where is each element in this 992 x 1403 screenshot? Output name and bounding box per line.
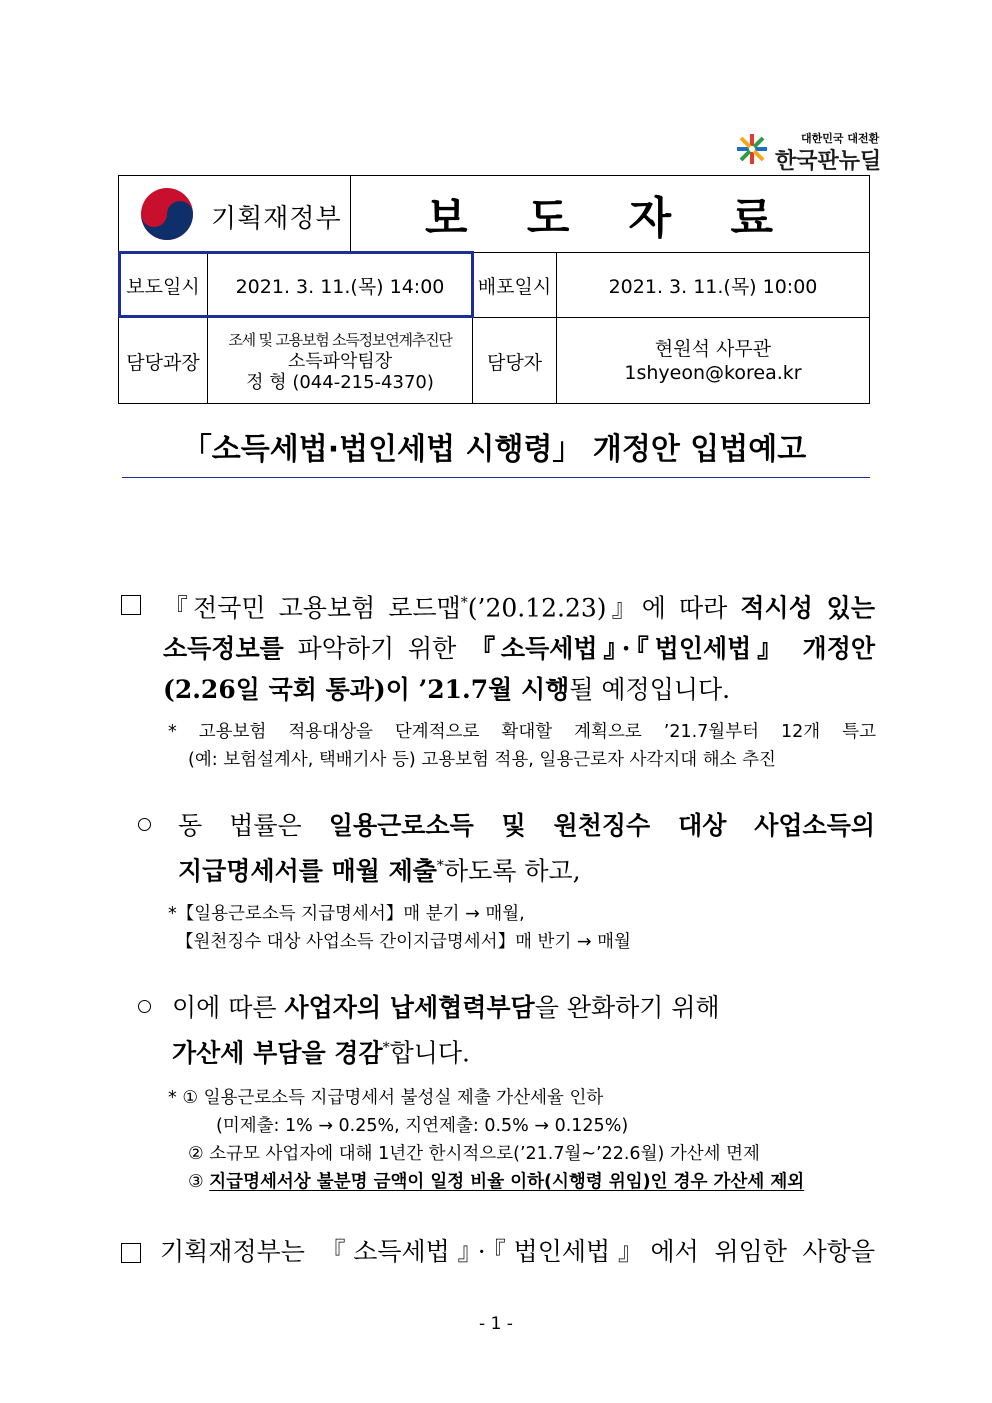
paragraph-2-note: *【일용근로소득 지급명세서】매 분기 → 매월, 【원천징수 대상 사업소득 간이지급명세서】매 반기 → 매월 [168,904,631,952]
new-deal-star-icon [735,132,769,166]
department-label: 담당과장 [126,351,200,374]
contact-email[interactable]: 1shyeon@korea.kr [624,362,802,384]
paragraph-1: 『전국민 고용보험 로드맵*(’20.12.23)』에 따라 적시성 있는 소득정보를 파악하기 위한 『소득세법』·『법인세법』 개정안 (2.26일 국회 통과)이 ’21.7월 시행될 예정입니다. [163,593,875,705]
press-header-table [118,175,870,404]
korean-new-deal-logo [735,126,882,174]
bullet-circle-icon [138,818,151,831]
title-divider [122,477,870,478]
paragraph-1-note: * 고용보험 적용대상을 단계적으로 확대할 계획으로 ’21.7월부터 12개 특고 (예: 보험설계사, 택배기사 등) 고용보험 적용, 일용근로자 사각지대 해소 추진 [168,722,876,770]
press-release-heading: 보 도 자 료 [425,193,795,244]
paragraph-4: 기획재정부는 『소득세법』·『법인세법』에서 위임한 사항을 [160,1237,875,1266]
release-label: 보도일시 [126,275,200,298]
contact-label: 담당자 [486,351,543,374]
bullet-square-icon [121,1243,141,1263]
bullet-square-icon [121,595,141,615]
page-number: - 1 - [479,1314,513,1334]
contact-info [557,318,869,404]
team-leader-title: 소득파악팀장 [287,350,393,372]
department-info [208,318,472,404]
ministry-name: 기획재정부 [211,204,342,234]
release-date-highlight [118,251,474,318]
paragraph-3-note: * ① 일용근로소득 지급명세서 불성실 제출 가산세율 인하 (미제출: 1% → 0.25%, 지연제출: 0.5% → 0.125%) ② 소규모 사업자에 대해 1년간 한시적으로(’21.7월~’22.6월) 가산세 면제 ③ 지급명세서상 불분명 금액이 일정 비율 이하(시행령 위임)인 경우 가산세 제외 [168,1088,805,1192]
ministry-logo [139,184,349,244]
distribution-datetime: 2021. 3. 11.(목) 10:00 [608,275,818,298]
team-leader-contact: 정 형 (044-215-4370) [246,371,434,393]
new-deal-title: 한국판뉴딜 [775,149,882,174]
taegeuk-emblem-icon [139,186,195,242]
new-deal-subtitle: 대한민국 대전환 [801,132,880,145]
bullet-circle-icon [138,1000,151,1013]
paragraph-2: 동 법률은 일용근로소득 및 원천징수 대상 사업소득의 지급명세서를 매월 제출*하도록 하고, [178,811,875,886]
contact-name: 현원석 사무관 [654,338,772,360]
release-datetime: 2021. 3. 11.(목) 14:00 [235,275,445,298]
distribution-label: 배포일시 [477,275,552,298]
document-title: 「소득세법·법인세법 시행령」 개정안 입법예고 [181,432,807,467]
paragraph-3: 이에 따른 사업자의 납세협력부담을 완화하기 위해 가산세 부담을 경감*합니다. [172,993,720,1068]
department-name: 조세 및 고용보험 소득정보연계추진단 [228,330,452,349]
